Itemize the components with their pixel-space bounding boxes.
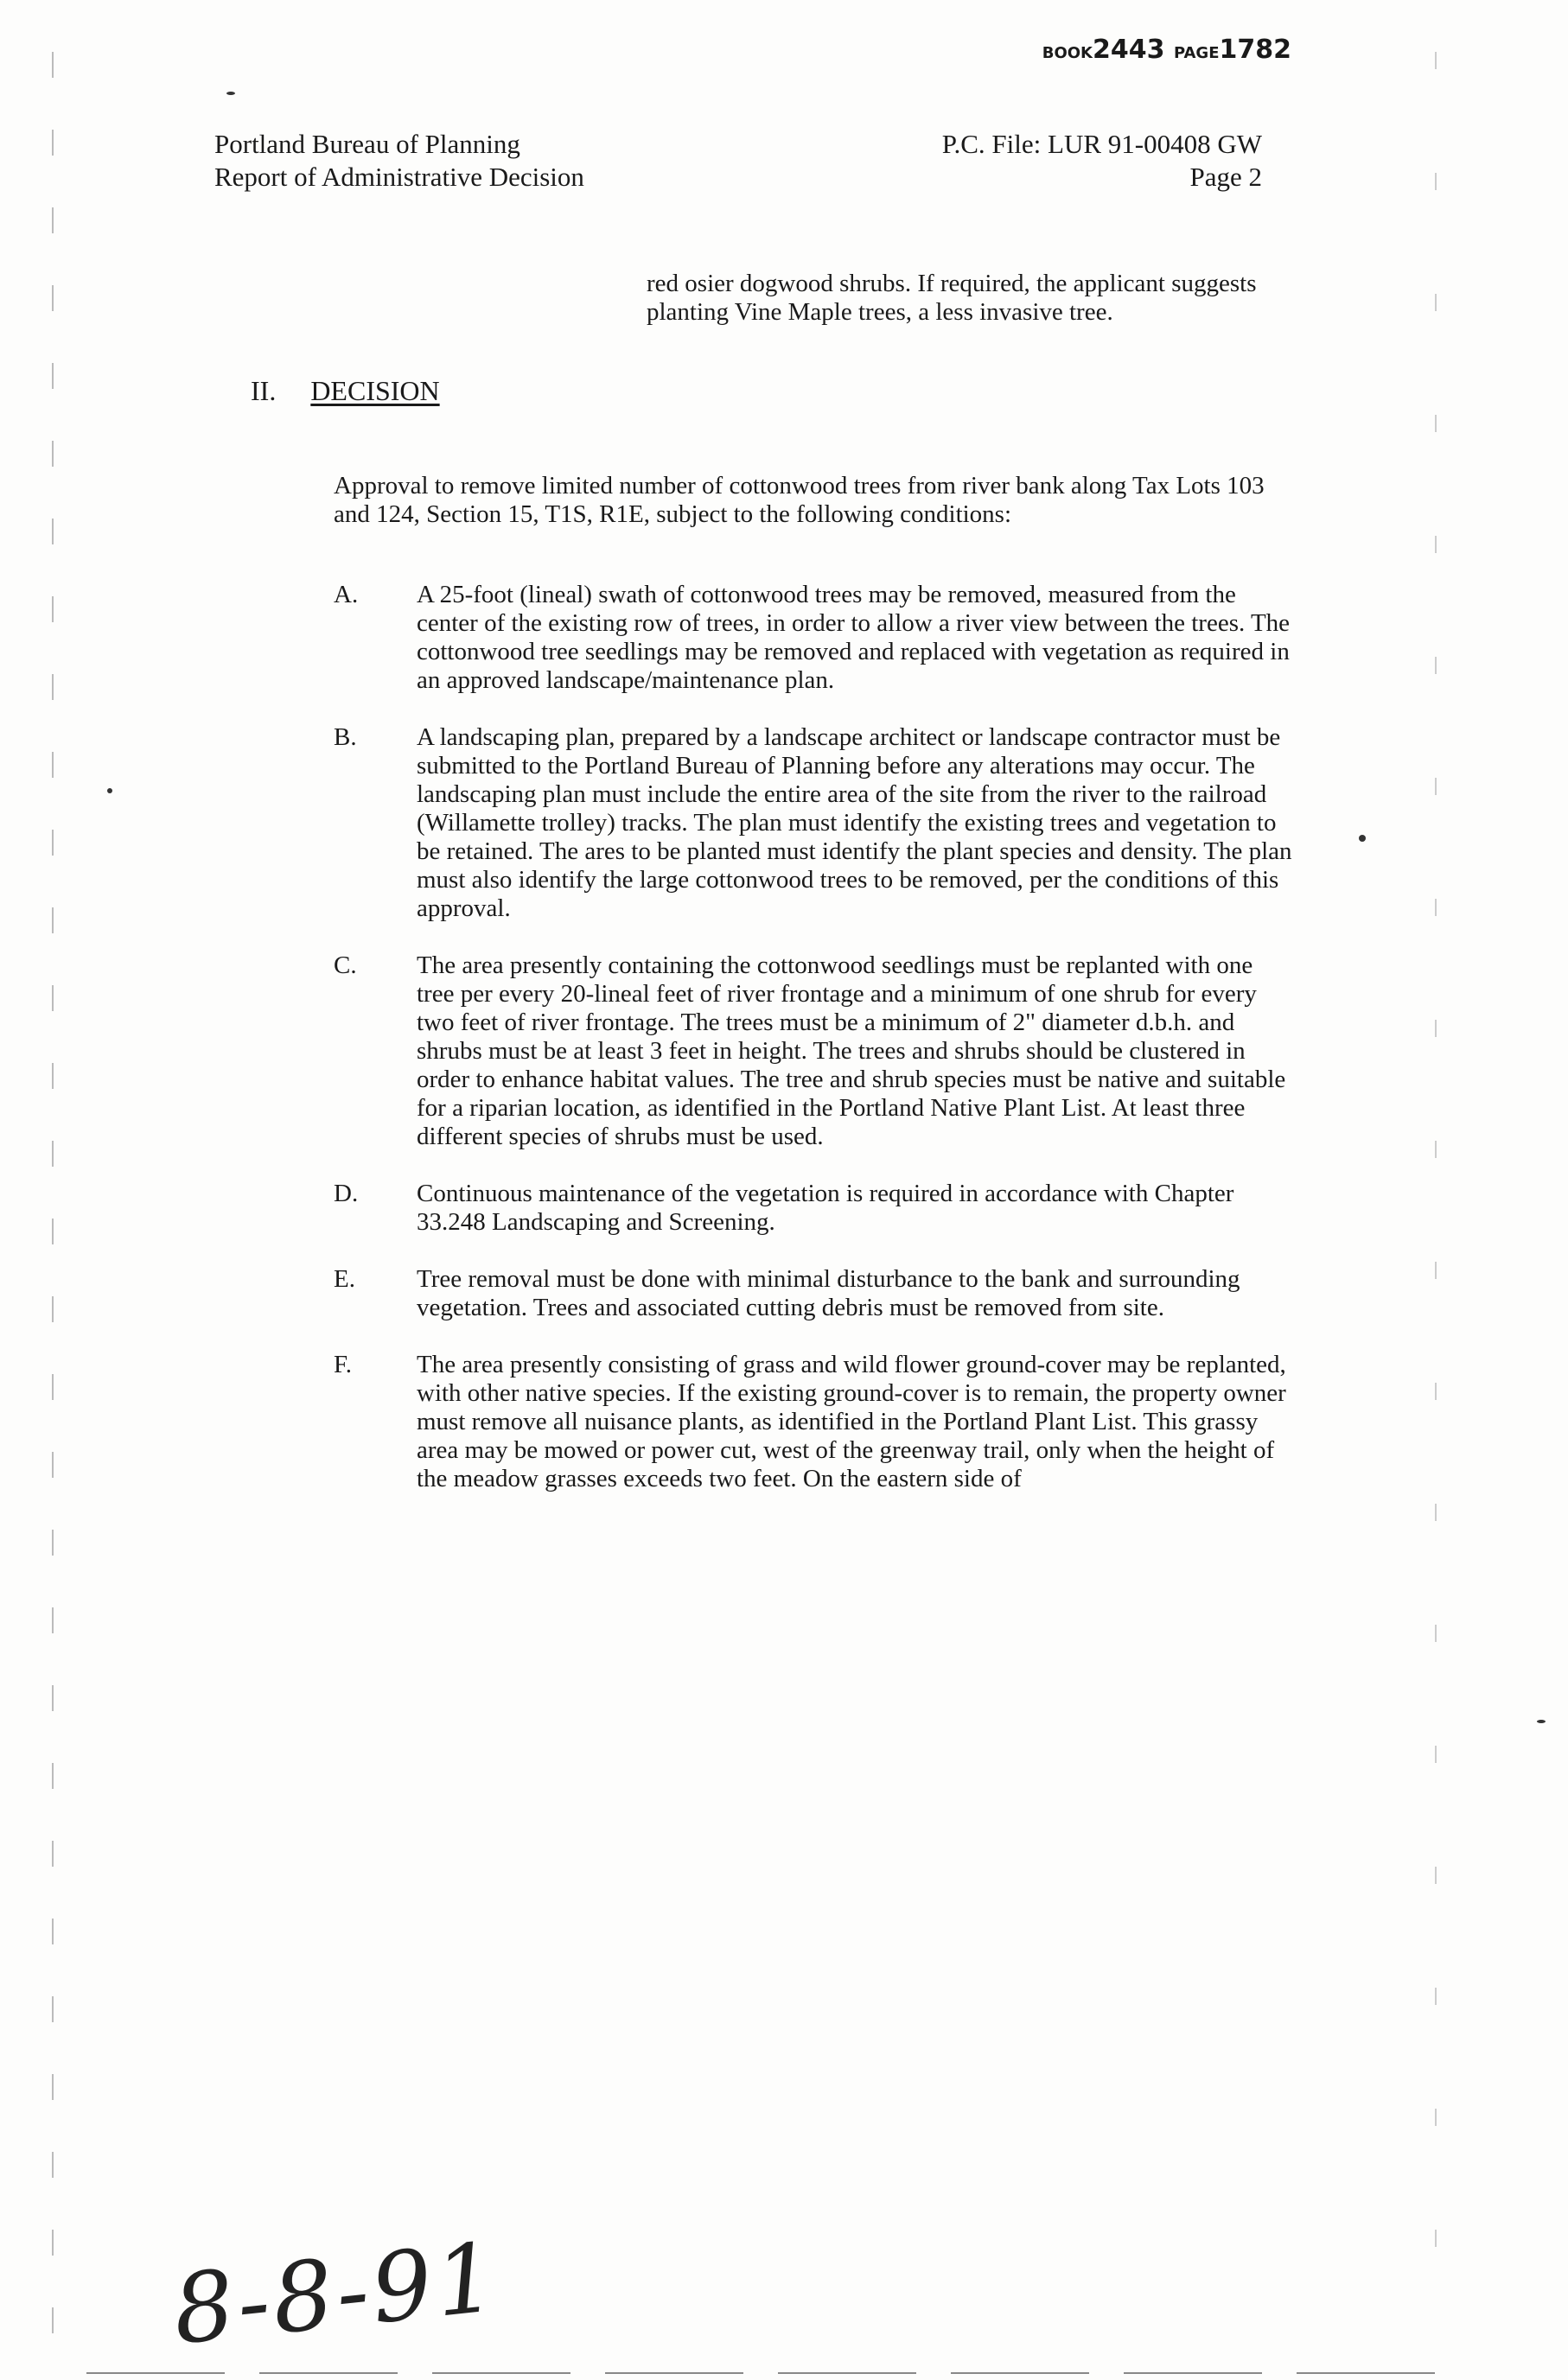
condition-item <box>334 1265 1293 1322</box>
condition-item <box>334 951 1293 1151</box>
intro-paragraph: red osier dogwood shrubs. If required, the applicant suggests planting Vine Maple trees, a less invasive tree. <box>647 270 1257 326</box>
scan-speck <box>1537 1720 1546 1723</box>
scan-speck <box>107 788 112 793</box>
condition-item <box>334 1180 1293 1237</box>
condition-text: A 25-foot (lineal) swath of cottonwood trees may be removed, measured from the center of the existing row of trees, in order to allow a river view between the trees. The cottonwood tree seedlings may be removed and replaced with vegetation as required in an approved landscape/maintenance plan. <box>417 581 1291 694</box>
page-label: PAGE <box>1173 44 1220 62</box>
condition-text: Continuous maintenance of the vegetation is required in accordance with Chapter 33.248 Landscaping and Screening. <box>417 1180 1234 1236</box>
scan-margin-artifact-right <box>1435 52 1437 2342</box>
condition-letter: D. <box>334 1180 359 1207</box>
condition-item <box>334 581 1293 695</box>
page-number: 1782 <box>1219 35 1291 65</box>
condition-item <box>334 723 1293 923</box>
condition-text: Tree removal must be done with minimal disturbance to the bank and surrounding vegetation. Trees and associated cutting debris must be removed from site. <box>417 1265 1240 1321</box>
book-page-stamp <box>1042 35 1291 65</box>
approval-paragraph: Approval to remove limited number of cottonwood trees from river bank along Tax Lots 103 and 124, Section 15, T1S, R1E, subject to the following conditions: <box>334 472 1265 528</box>
condition-letter: E. <box>334 1265 355 1293</box>
header-left <box>214 128 584 194</box>
scan-bottom-edge <box>86 2372 1469 2374</box>
book-number: 2443 <box>1093 35 1165 65</box>
section-number: II. <box>251 375 277 406</box>
condition-letter: B. <box>334 723 357 751</box>
header-page: Page 2 <box>1189 162 1262 192</box>
section-heading <box>251 375 440 407</box>
condition-text: The area presently consisting of grass and wild flower ground-cover may be replanted, with other native species. If the existing ground-cover is to remain, the property owner must remove all nuisance plants, as identified in the Portland Plant List. This grassy area may be mowed or power cut, west of the greenway trail, only when the height of the meadow grasses exceeds two feet. On the eastern side of <box>417 1351 1286 1492</box>
condition-letter: A. <box>334 581 359 608</box>
scan-speck <box>1359 835 1366 842</box>
scan-margin-artifact <box>52 52 54 2342</box>
header-file: P.C. File: LUR 91-00408 GW <box>941 129 1262 159</box>
handwritten-date: 8-8-91 <box>168 2221 505 2366</box>
conditions-list <box>334 581 1293 1522</box>
header-org: Portland Bureau of Planning <box>214 129 520 159</box>
header-report: Report of Administrative Decision <box>214 162 584 192</box>
scan-speck <box>226 92 235 95</box>
condition-text: The area presently containing the cottonwood seedlings must be replanted with one tree per every 20-lineal feet of river frontage and a minimum of one shrub for every two feet of river frontage. The trees must be a minimum of 2" diameter d.b.h. and shrubs must be at least 3 feet in height. The trees and shrubs should be clustered in order to enhance habitat values. The tree and shrub species must be native and suitable for a riparian location, as identified in the Portland Native Plant List. At least three different species of shrubs must be used. <box>417 951 1286 1150</box>
condition-letter: F. <box>334 1351 353 1378</box>
condition-letter: C. <box>334 951 357 979</box>
condition-text: A landscaping plan, prepared by a landscape architect or landscape contractor must be submitted to the Portland Bureau of Planning before any alterations may occur. The landscaping plan must include the entire area of the site from the river to the railroad (Willamette trolley) tracks. The plan must identify the existing trees and vegetation to be retained. The ares to be planted must identify the plant species and density. The plan must also identify the large cottonwood trees to be removed, per the conditions of this approval. <box>417 723 1292 922</box>
condition-item <box>334 1351 1293 1493</box>
header-right <box>899 128 1262 194</box>
book-label: BOOK <box>1042 44 1093 62</box>
section-title: DECISION <box>310 375 440 406</box>
